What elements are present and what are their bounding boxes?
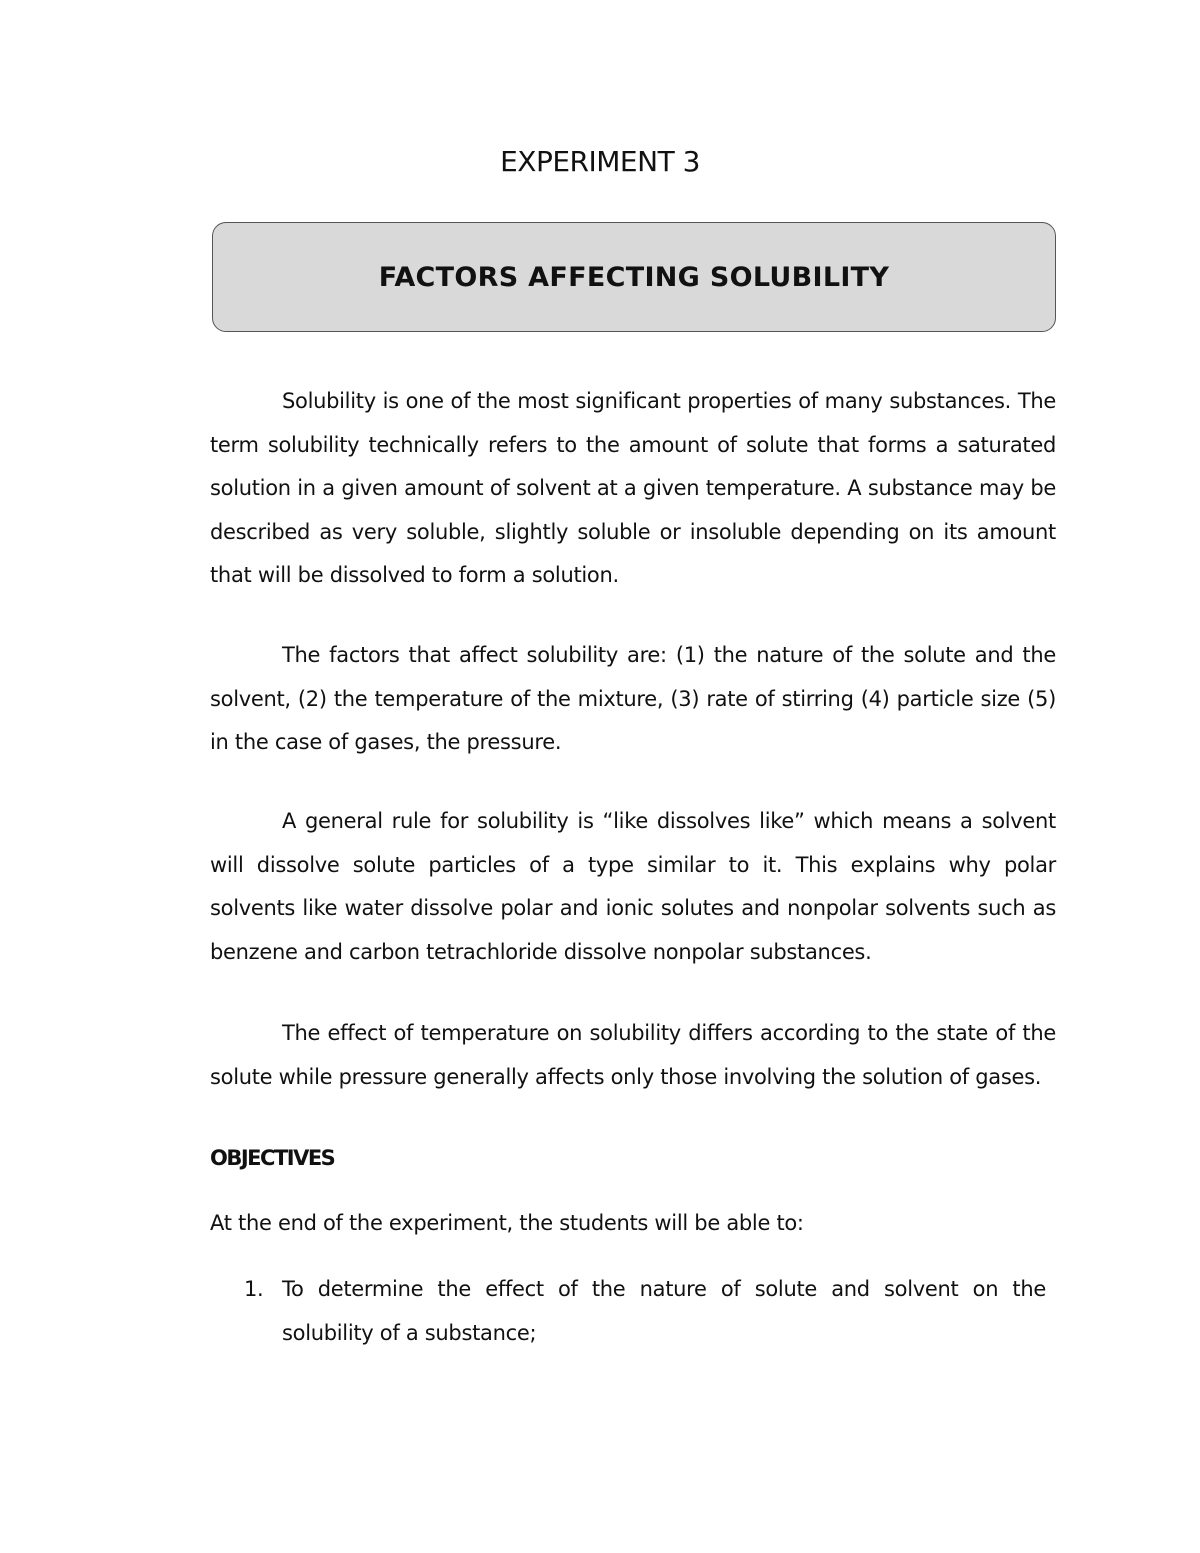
paragraph-like-dissolves-like: A general rule for solubility is “like dissolves like” which means a solvent will dissolve solute particles of a type similar to it. This explains why polar solvents like water dissolve polar and ionic solutes and nonpolar solvents such as benzene and carbon tetrachloride dissolve nonpolar substances.	[210, 809, 1056, 964]
experiment-label: EXPERIMENT 3	[500, 145, 700, 178]
paragraph-temperature-effect: The effect of temperature on solubility differs according to the state of the solute while pressure generally affects only those involving the solution of gases.	[210, 1021, 1056, 1089]
objectives-heading: OBJECTIVES	[210, 1146, 335, 1170]
objectives-intro: At the end of the experiment, the students will be able to:	[210, 1211, 804, 1235]
list-item-number: 1.	[244, 1277, 264, 1301]
list-item-text: To determine the effect of the nature of solute and solvent on the solubility of a substance;	[282, 1277, 1046, 1345]
document-title: FACTORS AFFECTING SOLUBILITY	[378, 261, 890, 293]
paragraph-solubility-factors: The factors that affect solubility are: (1) the nature of the solute and the solvent, (2) the temperature of the mixture, (3) rate of stirring (4) particle size (5) in the case of gases, the pressure.	[210, 643, 1056, 755]
objectives-list	[210, 1268, 1046, 1355]
list-item	[210, 1268, 1046, 1355]
paragraph-solubility-definition: Solubility is one of the most significant properties of many substances. The term solubility technically refers to the amount of solute that forms a saturated solution in a given amount of solvent at a given temperature. A substance may be described as very soluble, slightly soluble or insoluble depending on its amount that will be dissolved to form a solution.	[210, 389, 1056, 588]
title-box	[212, 222, 1056, 332]
